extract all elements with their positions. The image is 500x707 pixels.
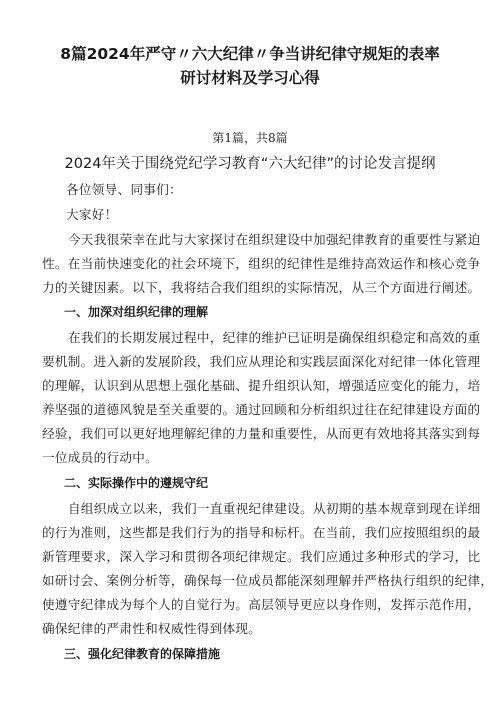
- document-title-line-2: 研讨材料及学习心得: [180, 69, 320, 87]
- paragraph-2-line: 确保纪律的严肃性和权威性得到体现。: [42, 621, 262, 636]
- paragraph-1-line: 一位成员的行动中。: [42, 450, 159, 465]
- paragraph-1-line: 经验，我们可以更好地理解纪律的力量和重要性，从而更有效地将其落实到每: [42, 426, 481, 441]
- heading-1: 一、加深对组织纪律的理解: [64, 305, 209, 319]
- paragraph-2-line: 新管理要求，深入学习和贯彻各项纪律规定。我们应通过多种形式的学习，比: [42, 549, 481, 564]
- paragraph-2-line: 使遵守纪律成为每个人的自觉行为。高层领导更应以身作则，发挥示范作用，: [42, 597, 481, 612]
- paragraph-1-line: 的理解，认识到从思想上强化基础、提升组织认知，增强适应变化的能力，培: [42, 378, 481, 393]
- paragraph-2-line: 的行为准则，这些都是我们行为的指导和标杆。在当前，我们应按照组织的最: [42, 525, 481, 540]
- heading-3: 三、强化纪律教育的保障措施: [64, 647, 221, 661]
- intro-line: 性。在当前快速变化的社会环境下，组织的纪律性是维持高效运作和核心竞争: [42, 256, 481, 271]
- paragraph-1-line: 要机制。进入新的发展阶段，我们应从理论和实践层面深化对纪律一体化管理: [42, 354, 481, 369]
- part-indicator: 第1篇，共8篇: [212, 131, 288, 145]
- paragraph-2-line: 自组织成立以来，我们一直重视纪律建设。从初期的基本规章到现在详细: [68, 501, 481, 516]
- intro-line: 力的关键因素。以下，我将结合我们组织的实际情况，从三个方面进行阐述。: [42, 280, 481, 295]
- paragraph-1-line: 在我们的长期发展过程中，纪律的维护已证明是确保组织稳定和高效的重: [68, 330, 481, 345]
- intro-line: 今天我很荣幸在此与大家探讨在组织建设中加强纪律教育的重要性与紧迫: [68, 232, 481, 247]
- paragraph-2-line: 如研讨会、案例分析等，确保每一位成员都能深刻理解并严格执行组织的纪律，: [42, 573, 494, 588]
- salutation: 各位领导、同事们：: [66, 182, 183, 197]
- heading-2: 二、实际操作中的遵规守纪: [64, 476, 209, 490]
- greeting: 大家好！: [66, 207, 118, 222]
- paragraph-1-line: 养坚强的道德风貌是至关重要的。通过回顾和分析组织过往在纪律建设方面的: [42, 402, 481, 417]
- document-title-line-1: 8篇2024年严守〃六大纪律〃争当讲纪律守规矩的表率: [60, 45, 440, 63]
- section-title: 2024年关于围绕党纪学习教育“六大纪律”的讨论发言提纲: [64, 156, 436, 172]
